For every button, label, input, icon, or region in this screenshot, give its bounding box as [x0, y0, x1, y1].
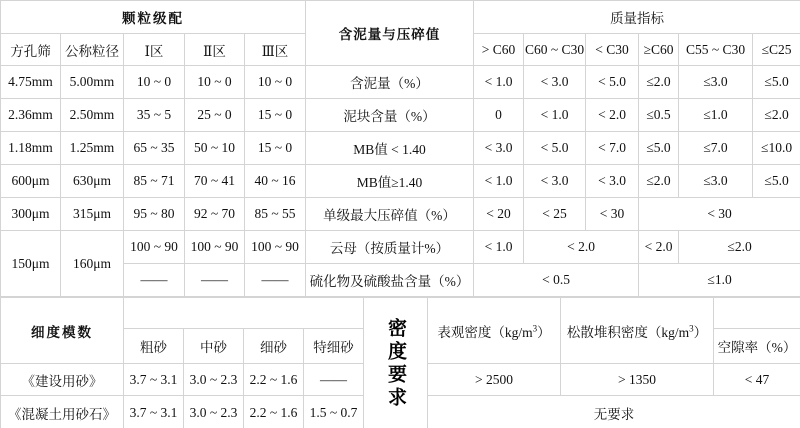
- zone-value-cell: 10 ~ 0: [185, 66, 245, 99]
- zone-value-cell: 40 ~ 16: [245, 165, 306, 198]
- fineness-title: 细度模数: [1, 298, 124, 364]
- empty-cell: [124, 298, 364, 329]
- sand-type-header: 粗砂: [124, 329, 184, 364]
- sieve-size-cell: 2.36mm: [1, 99, 61, 132]
- quality-row-label: 云母（按质量计%）: [306, 231, 474, 264]
- empty-cell: [714, 298, 800, 329]
- quality-value-cell: < 2.0: [524, 231, 639, 264]
- quality-col-header: ≤C25: [753, 34, 800, 66]
- quality-value-cell: 0: [474, 99, 524, 132]
- quality-value-cell: ≤7.0: [679, 132, 753, 165]
- quality-value-cell: ≤1.0: [679, 99, 753, 132]
- standard-label: 《建设用砂》: [1, 364, 124, 396]
- quality-value-cell: < 30: [586, 198, 639, 231]
- zone-value-cell: 85 ~ 55: [245, 198, 306, 231]
- quality-col-header: C60 ~ C30: [524, 34, 586, 66]
- gradation-col-header-zone3: Ⅲ区: [245, 34, 306, 66]
- gradation-col-header-zone2: Ⅱ区: [185, 34, 245, 66]
- sieve-size-cell: 600μm: [1, 165, 61, 198]
- quality-col-header: ≥C60: [639, 34, 679, 66]
- quality-value-cell: < 3.0: [524, 165, 586, 198]
- standard-label: 《混凝土用砂石》: [1, 396, 124, 428]
- zone-value-cell: ——: [245, 264, 306, 297]
- quality-value-cell: < 3.0: [524, 66, 586, 99]
- zone-value-cell: 35 ~ 5: [124, 99, 185, 132]
- density-value-cell: > 2500: [428, 364, 561, 396]
- nominal-size-cell: 630μm: [61, 165, 124, 198]
- sieve-size-cell: 300μm: [1, 198, 61, 231]
- quality-col-header: > C60: [474, 34, 524, 66]
- zone-value-cell: 10 ~ 0: [124, 66, 185, 99]
- density-col-header-apparent: 表观密度$(kg/m^3)$: [428, 298, 561, 364]
- gradation-col-header-sieve: 方孔筛: [1, 34, 61, 66]
- fineness-value-cell: 3.0 ~ 2.3: [184, 364, 244, 396]
- quality-value-cell: ≤2.0: [639, 66, 679, 99]
- quality-row-label: MB值≥1.40: [306, 165, 474, 198]
- sieve-size-cell: 4.75mm: [1, 66, 61, 99]
- nominal-size-cell: 5.00mm: [61, 66, 124, 99]
- quality-value-cell: < 1.0: [524, 99, 586, 132]
- zone-value-cell: 100 ~ 90: [245, 231, 306, 264]
- zone-value-cell: 10 ~ 0: [245, 66, 306, 99]
- gradation-col-header-zone1: Ⅰ区: [124, 34, 185, 66]
- sand-type-header: 细砂: [244, 329, 304, 364]
- quality-value-cell: < 2.0: [639, 231, 679, 264]
- quality-col-header: < C30: [586, 34, 639, 66]
- quality-value-cell: ≤0.5: [639, 99, 679, 132]
- gradation-col-header-nominal: 公称粒径: [61, 34, 124, 66]
- quality-value-cell: ≤3.0: [679, 165, 753, 198]
- quality-value-cell: < 1.0: [474, 231, 524, 264]
- quality-value-cell: ≤1.0: [639, 264, 800, 297]
- quality-row-label: 硫化物及硫酸盐含量（%）: [306, 264, 474, 297]
- density-col-header-bulk: 松散堆积密度$(kg/m^3)$: [561, 298, 714, 364]
- sieve-size-cell: 150μm: [1, 231, 61, 297]
- quality-value-cell: < 3.0: [474, 132, 524, 165]
- fineness-value-cell: 3.7 ~ 3.1: [124, 364, 184, 396]
- quality-row-label: 泥块含量（%）: [306, 99, 474, 132]
- density-value-cell: > 1350: [561, 364, 714, 396]
- sand-type-header: 特细砂: [304, 329, 364, 364]
- quality-value-cell: ≤5.0: [753, 165, 800, 198]
- nominal-size-cell: 160μm: [61, 231, 124, 297]
- sieve-size-cell: 1.18mm: [1, 132, 61, 165]
- fineness-value-cell: 1.5 ~ 0.7: [304, 396, 364, 428]
- fineness-density-table: [0, 297, 800, 428]
- quality-value-cell: ≤3.0: [679, 66, 753, 99]
- fineness-value-cell: 3.0 ~ 2.3: [184, 396, 244, 428]
- quality-row-label: MB值 < 1.40: [306, 132, 474, 165]
- quality-col-header: C55 ~ C30: [679, 34, 753, 66]
- quality-value-cell: ≤2.0: [753, 99, 800, 132]
- nominal-size-cell: 1.25mm: [61, 132, 124, 165]
- quality-value-cell: ≤2.0: [679, 231, 800, 264]
- quality-value-cell: < 3.0: [586, 165, 639, 198]
- zone-value-cell: 15 ~ 0: [245, 99, 306, 132]
- zone-value-cell: 25 ~ 0: [185, 99, 245, 132]
- quality-value-cell: < 7.0: [586, 132, 639, 165]
- mud-crush-section-title: 含泥量与压碎值: [306, 1, 474, 66]
- nominal-size-cell: 2.50mm: [61, 99, 124, 132]
- quality-value-cell: < 2.0: [586, 99, 639, 132]
- density-value-cell: < 47: [714, 364, 800, 396]
- fineness-value-cell: 2.2 ~ 1.6: [244, 364, 304, 396]
- fineness-value-cell: 2.2 ~ 1.6: [244, 396, 304, 428]
- zone-value-cell: ——: [185, 264, 245, 297]
- zone-value-cell: 15 ~ 0: [245, 132, 306, 165]
- zone-value-cell: 95 ~ 80: [124, 198, 185, 231]
- zone-value-cell: 100 ~ 90: [124, 231, 185, 264]
- gradation-title: 颗粒级配: [1, 1, 306, 34]
- quality-row-label: 含泥量（%）: [306, 66, 474, 99]
- zone-value-cell: 70 ~ 41: [185, 165, 245, 198]
- quality-value-cell: < 30: [639, 198, 800, 231]
- quality-indicators-header: 质量指标: [474, 1, 800, 34]
- sand-type-header: 中砂: [184, 329, 244, 364]
- quality-value-cell: < 1.0: [474, 165, 524, 198]
- quality-value-cell: < 1.0: [474, 66, 524, 99]
- no-requirement-cell: 无要求: [428, 396, 800, 428]
- fineness-value-cell: 3.7 ~ 3.1: [124, 396, 184, 428]
- zone-value-cell: 50 ~ 10: [185, 132, 245, 165]
- density-title: 密度要求: [364, 298, 428, 428]
- zone-value-cell: 92 ~ 70: [185, 198, 245, 231]
- quality-value-cell: < 20: [474, 198, 524, 231]
- quality-value-cell: < 25: [524, 198, 586, 231]
- zone-value-cell: 100 ~ 90: [185, 231, 245, 264]
- quality-value-cell: < 0.5: [474, 264, 639, 297]
- nominal-size-cell: 315μm: [61, 198, 124, 231]
- fineness-value-cell: ——: [304, 364, 364, 396]
- quality-value-cell: ≤10.0: [753, 132, 800, 165]
- quality-value-cell: ≤2.0: [639, 165, 679, 198]
- quality-value-cell: < 5.0: [586, 66, 639, 99]
- quality-value-cell: < 5.0: [524, 132, 586, 165]
- quality-value-cell: ≤5.0: [639, 132, 679, 165]
- density-col-header-voidage: 空隙率（%）: [714, 329, 800, 364]
- quality-value-cell: ≤5.0: [753, 66, 800, 99]
- zone-value-cell: 65 ~ 35: [124, 132, 185, 165]
- zone-value-cell: 85 ~ 71: [124, 165, 185, 198]
- zone-value-cell: ——: [124, 264, 185, 297]
- quality-row-label: 单级最大压碎值（%）: [306, 198, 474, 231]
